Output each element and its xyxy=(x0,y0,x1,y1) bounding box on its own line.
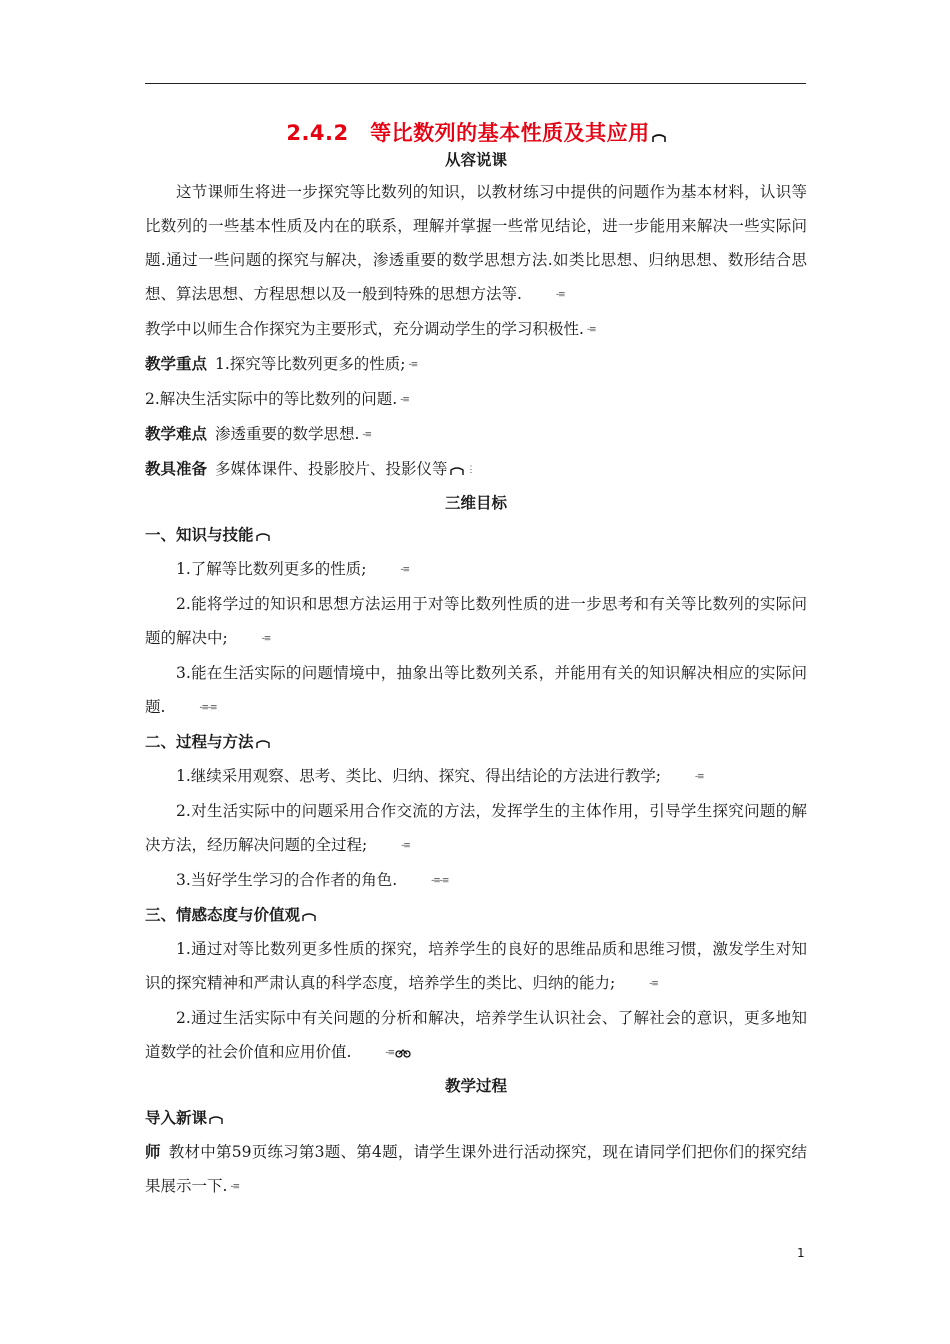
intro-paragraph-2 xyxy=(145,312,807,347)
intro-paragraph-1 xyxy=(145,175,807,312)
process-method-text-3: 3.当好学生学习的合作者的角色. xyxy=(176,871,398,889)
attitude-text-1: 1.通过对等比数列更多性质的探究，培养学生的良好的思维品质和思维习惯，激发学生对知识的探究精神和严肃认真的科学态度，培养学生的类比、归纳的能力; xyxy=(145,940,807,992)
tent-mark-icon xyxy=(302,913,316,921)
process-method-heading xyxy=(145,725,807,759)
new-lesson-heading-text: 导入新课 xyxy=(145,1109,208,1127)
knowledge-text-2: 2.能将学过的知识和思想方法运用于对等比数列性质的进一步思考和有关等比数列的实际问题的解决中; xyxy=(145,595,807,647)
new-lesson-heading xyxy=(145,1101,807,1135)
page-number: 1 xyxy=(797,1246,805,1260)
mark-icon: -≡ xyxy=(586,325,596,335)
key-point-2: 2.解决生活实际中的等比数列的问题. xyxy=(145,390,398,408)
intro-text-1: 这节课师生将进一步探究等比数列的知识，以教材练习中提供的问题作为基本材料，认识等比数列的一些基本性质及内在的联系，理解并掌握一些常见结论，进一步能用来解决一些实际问题.通过一些问题的探究与解决，渗透重要的数学思想方法.如类比思想、归纳思想、数形结合思想、算法思想、方程思想以及一般到特殊的思想方法等. xyxy=(145,183,807,303)
mark-icon: -≡ xyxy=(408,360,418,370)
difficulty-line xyxy=(145,417,807,452)
tools-text: 多媒体课件、投影胶片、投影仪等 xyxy=(215,460,448,478)
attitude-heading-text: 三、情感态度与价值观 xyxy=(145,906,301,924)
mark-icon: -≡ xyxy=(362,430,372,440)
tent-mark-icon xyxy=(450,467,464,475)
mark-icon: -≡ xyxy=(401,841,410,851)
knowledge-item-1 xyxy=(145,552,807,587)
mark-icon: -≡ xyxy=(230,1182,240,1192)
tent-mark-icon xyxy=(652,134,666,142)
attitude-item-2 xyxy=(145,1001,807,1070)
process-method-heading-text: 二、过程与方法 xyxy=(145,733,254,751)
mark-icon: -≡-≡ xyxy=(199,703,217,713)
mark-icon: -≡ xyxy=(400,565,410,575)
mark-icon: -≡ xyxy=(649,979,658,989)
process-method-item-1 xyxy=(145,759,807,794)
key-points-line-2 xyxy=(145,382,807,417)
key-point-1: 1.探究等比数列更多的性质; xyxy=(215,355,406,373)
mark-icon: -≡ xyxy=(261,634,271,644)
process-method-item-2 xyxy=(145,794,807,863)
mark-icon: -≡-≡ xyxy=(431,876,449,886)
speaker-label: 师 xyxy=(145,1143,161,1161)
knowledge-text-3: 3.能在生活实际的问题情境中，抽象出等比数列关系，并能用有关的知识解决相应的实际问题. xyxy=(145,664,807,716)
key-points-line xyxy=(145,347,807,382)
knowledge-text-1: 1.了解等比数列更多的性质; xyxy=(176,560,367,578)
page-title xyxy=(145,118,807,148)
intro-text-2: 教学中以师生合作探究为主要形式，充分调动学生的学习积极性. xyxy=(145,320,584,338)
tent-mark-icon xyxy=(256,533,270,541)
new-lesson-paragraph xyxy=(145,1135,807,1204)
tools-line xyxy=(145,452,807,487)
process-method-item-3 xyxy=(145,863,807,898)
goals-heading: 三维目标 xyxy=(444,494,507,512)
knowledge-heading xyxy=(145,518,807,552)
difficulty-label: 教学难点 xyxy=(145,425,208,443)
header-rule xyxy=(145,83,806,84)
process-method-text-1: 1.继续采用观察、思考、类比、归纳、探究、得出结论的方法进行教学; xyxy=(176,767,662,785)
title-text: 2.4.2 等比数列的基本性质及其应用 xyxy=(286,121,650,145)
mark-icon: ⋮ xyxy=(466,465,475,475)
knowledge-heading-text: 一、知识与技能 xyxy=(145,526,254,544)
tools-label: 教具准备 xyxy=(145,460,208,478)
bike-mark-icon xyxy=(395,1048,411,1058)
mark-icon: -≡ xyxy=(385,1048,395,1058)
difficulty-text: 渗透重要的数学思想. xyxy=(215,425,360,443)
key-points-label: 教学重点 xyxy=(145,355,208,373)
attitude-item-1 xyxy=(145,932,807,1001)
tent-mark-icon xyxy=(256,740,270,748)
new-lesson-text: 教材中第59页练习第3题、第4题，请学生课外进行活动探究，现在请同学们把你们的探究结果展示一下. xyxy=(145,1143,807,1195)
mark-icon: -≡ xyxy=(695,772,704,782)
process-heading: 教学过程 xyxy=(444,1077,507,1095)
mark-icon: -≡ xyxy=(555,290,565,300)
attitude-heading xyxy=(145,898,807,932)
intro-heading: 从容说课 xyxy=(444,151,507,169)
attitude-text-2: 2.通过生活实际中有关问题的分析和解决，培养学生认识社会、了解社会的意识，更多地知道数学的社会价值和应用价值. xyxy=(145,1009,807,1061)
document-body xyxy=(145,118,807,1204)
process-method-text-2: 2.对生活实际中的问题采用合作交流的方法，发挥学生的主体作用，引导学生探究问题的解决方法，经历解决问题的全过程; xyxy=(145,802,807,854)
knowledge-item-3 xyxy=(145,656,807,725)
knowledge-item-2 xyxy=(145,587,807,656)
mark-icon: -≡ xyxy=(400,395,409,405)
tent-mark-icon xyxy=(209,1116,223,1124)
